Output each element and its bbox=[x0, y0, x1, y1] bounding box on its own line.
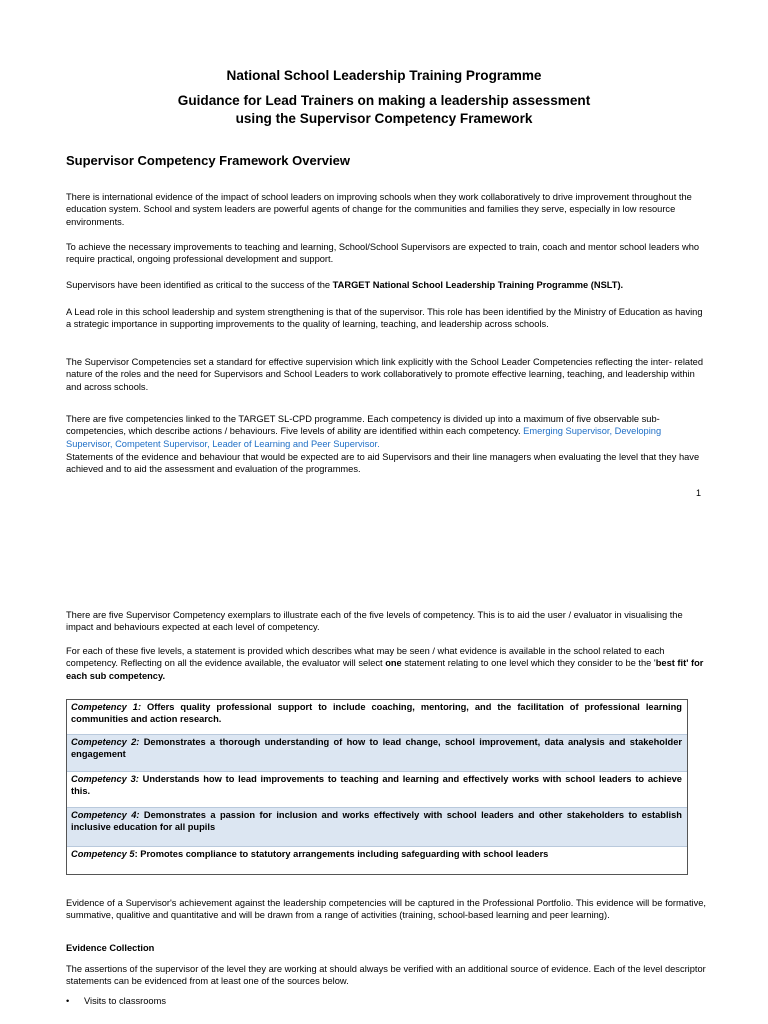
evidence-collection-heading: Evidence Collection bbox=[66, 943, 155, 953]
competency-row bbox=[67, 772, 687, 808]
paragraph-evidence: Evidence of a Supervisor's achievement against the leadership competencies will be captured in the Professional Portfolio. This evidence will be formative, summative, qualitive and quantitative and will be drawn from a range of activities (training, school-based learning and peer learning). bbox=[66, 898, 706, 921]
paragraph-text: Supervisors have been identified as critical to the success of the bbox=[66, 280, 333, 290]
competency-label: Competency 3: bbox=[71, 774, 139, 784]
page-number: 1 bbox=[696, 488, 702, 498]
competency-row bbox=[67, 847, 687, 874]
section-heading: Supervisor Competency Framework Overview bbox=[66, 153, 350, 168]
competency-row bbox=[67, 808, 687, 847]
list-item bbox=[66, 995, 166, 1007]
emphasis-one: one bbox=[385, 658, 402, 669]
competency-label: Competency 2: bbox=[71, 737, 140, 747]
competency-text: Offers quality professional support to include coaching, mentoring, and the facilitation of professional learning communities and action research. bbox=[71, 702, 682, 724]
competency-label: Competency 1: bbox=[71, 702, 142, 712]
programme-name: TARGET National School Leadership Training Programme (NSLT). bbox=[332, 280, 624, 290]
paragraph-five-competencies bbox=[66, 413, 706, 450]
competency-label: Competency 5 bbox=[71, 849, 135, 859]
paragraph-text: For each of these five levels, a statement is provided which describes what may be seen / what evidence is available in the school related to each competency. Reflecting on all the evidence available, the evaluator will select bbox=[66, 646, 665, 669]
list-item-text: Visits to classrooms bbox=[84, 996, 166, 1006]
levels-list: Emerging Supervisor, Developing Supervisor, Competent Supervisor, Leader of Learning and Peer Supervisor. bbox=[66, 426, 662, 449]
paragraph-five-levels bbox=[66, 645, 706, 682]
bullet-icon: • bbox=[66, 996, 70, 1006]
paragraph-supervisors-critical bbox=[66, 279, 706, 291]
paragraph-assertions: The assertions of the supervisor of the level they are working at should always be verified with an additional source of evidence. Each of the level descriptor statements can be evidenced from at least one of the sources below. bbox=[66, 964, 706, 987]
paragraph-lead-role: A Lead role in this school leadership and system strengthening is that of the supervisor. This role has been identified by the Ministry of Education as having a strategic importance in supporting improvements to the quality of learning, teaching, and leadership across schools. bbox=[66, 307, 703, 330]
emphasis-best-fit: best fit' for each sub competency. bbox=[66, 658, 704, 681]
competency-row bbox=[67, 700, 687, 735]
competency-label: Competency 4: bbox=[71, 810, 140, 820]
competency-text: Demonstrates a thorough understanding of how to lead change, school improvement, data analysis and stakeholder engagement bbox=[71, 737, 682, 759]
paragraph-improvements: To achieve the necessary improvements to teaching and learning, School/School Supervisors are expected to train, coach and mentor school leaders who require practical, ongoing professional development and support. bbox=[66, 242, 700, 265]
paragraph-competencies-standard: The Supervisor Competencies set a standard for effective supervision which link explicitly with the School Leader Competencies reflecting the inter- related nature of the roles and the need for Supervisors and School Leaders to work collaboratively to promote effective learning, teaching, and leadership within and across schools. bbox=[66, 357, 703, 392]
paragraph-intro: There is international evidence of the impact of school leaders on improving schools when they work collaboratively to drive improvement throughout the education system. School and system leaders are powerful agents of change for the communities and families they serve, especially in low resource environments. bbox=[66, 192, 692, 227]
document-subtitle-line1: Guidance for Lead Trainers on making a leadership assessment bbox=[177, 93, 591, 108]
competency-text: Demonstrates a passion for inclusion and works effectively with school leaders and other stakeholders to establish inclusive education for all pupils bbox=[71, 810, 682, 832]
competency-text: Understands how to lead improvements to teaching and learning and effectively works with school leaders to achieve this. bbox=[71, 774, 682, 796]
paragraph-text: statement relating to one level which they consider to be the ' bbox=[401, 658, 656, 669]
document-subtitle-line2: using the Supervisor Competency Framework bbox=[235, 111, 533, 126]
paragraph-text: There are five competencies linked to the TARGET SL-CPD programme. Each competency is divided up into a maximum of five observable sub-competencies, which describe actions / behaviours. Five levels of ability are identified within each competency. bbox=[66, 414, 660, 437]
document-title: National School Leadership Training Programme bbox=[226, 68, 542, 83]
paragraph-statements: Statements of the evidence and behaviour that would be expected are to aid Supervisors and their line managers when evaluating the level that they have achieved and to aid the assessment and evaluation of the programmes. bbox=[66, 452, 700, 475]
competency-row bbox=[67, 735, 687, 772]
competency-text: : Promotes compliance to statutory arrangements including safeguarding with school leaders bbox=[134, 849, 549, 859]
competency-table bbox=[66, 699, 688, 875]
paragraph-exemplars: There are five Supervisor Competency exemplars to illustrate each of the five levels of competency. This is to aid the user / evaluator in visualising the impact and behaviours expected at each level of competency. bbox=[66, 610, 683, 633]
